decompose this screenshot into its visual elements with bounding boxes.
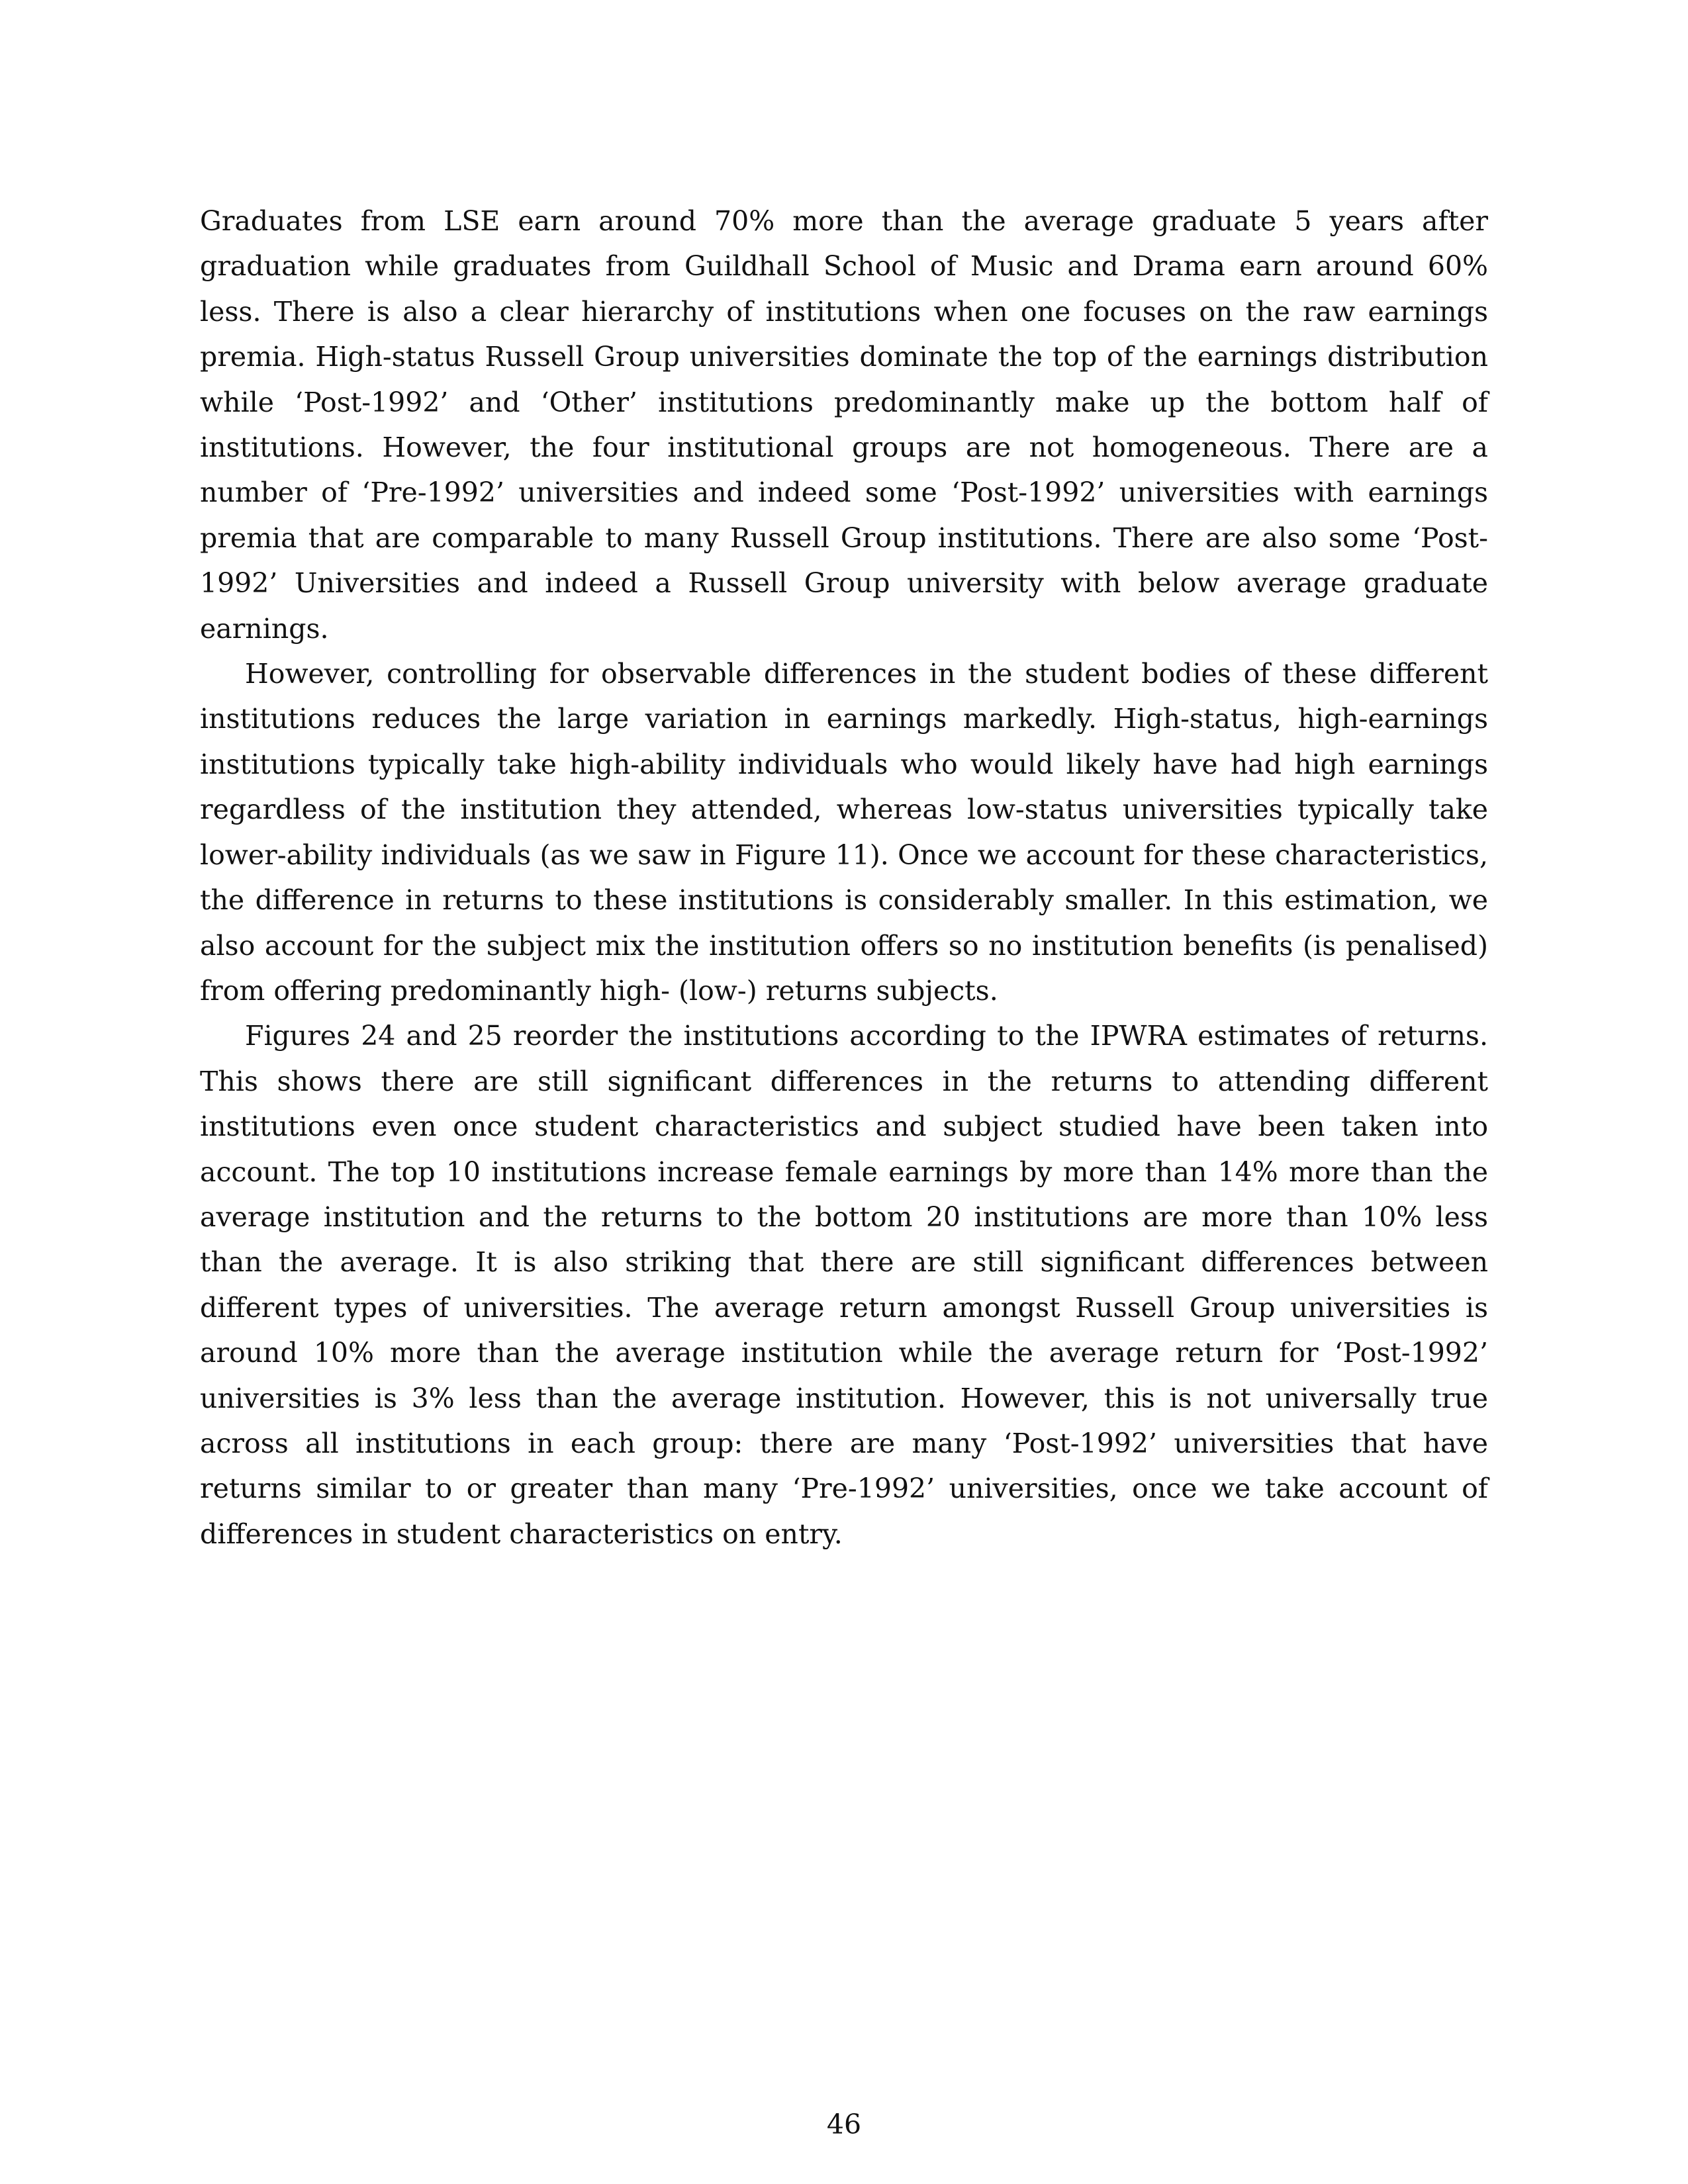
paragraph-2: However, controlling for observable differences in the student bodies of these different institutions reduces the large variation in earnings markedly. High-status, high-earnings institutions typically take high-ability individuals who would likely have had high earnings regardless of the institution they attended, whereas low-status universities typically take lower-ability individuals (as we saw in Figure 11). Once we account for these characteristics, the difference in returns to these institutions is considerably smaller. In this estimation, we also account for the subject mix the institution offers so no institution benefits (is penalised) from offering predominantly high- (low-) returns subjects. [200, 658, 1488, 1007]
paragraph-1: Graduates from LSE earn around 70% more than the average graduate 5 years after graduation while graduates from Guildhall School of Music and Drama earn around 60% less. There is also a clear hierarchy of institutions when one focuses on the raw earnings premia. High-status Russell Group universities dominate the top of the earnings distribution while ‘Post-1992’ and ‘Other’ institutions predominantly make up the bottom half of institutions. However, the four institutional groups are not homogeneous. There are a number of ‘Pre-1992’ universities and indeed some ‘Post-1992’ universities with earnings premia that are comparable to many Russell Group institutions. There are also some ‘Post-1992’ Universities and indeed a Russell Group university with below average graduate earnings. [200, 205, 1488, 645]
paragraph-3: Figures 24 and 25 reorder the institutions according to the IPWRA estimates of returns. This shows there are still significant differences in the returns to attending different institutions even once student characteristics and subject studied have been taken into account. The top 10 institutions increase female earnings by more than 14% more than the average institution and the returns to the bottom 20 institutions are more than 10% less than the average. It is also striking that there are still significant differences between different types of universities. The average return amongst Russell Group universities is around 10% more than the average institution while the average return for ‘Post-1992’ universities is 3% less than the average institution. However, this is not universally true across all institutions in each group: there are many ‘Post-1992’ universities that have returns similar to or greater than many ‘Pre-1992’ universities, once we take account of differences in student characteristics on entry. [200, 1020, 1488, 1550]
page-number: 46 [826, 2109, 862, 2140]
body-text [200, 199, 1488, 1557]
